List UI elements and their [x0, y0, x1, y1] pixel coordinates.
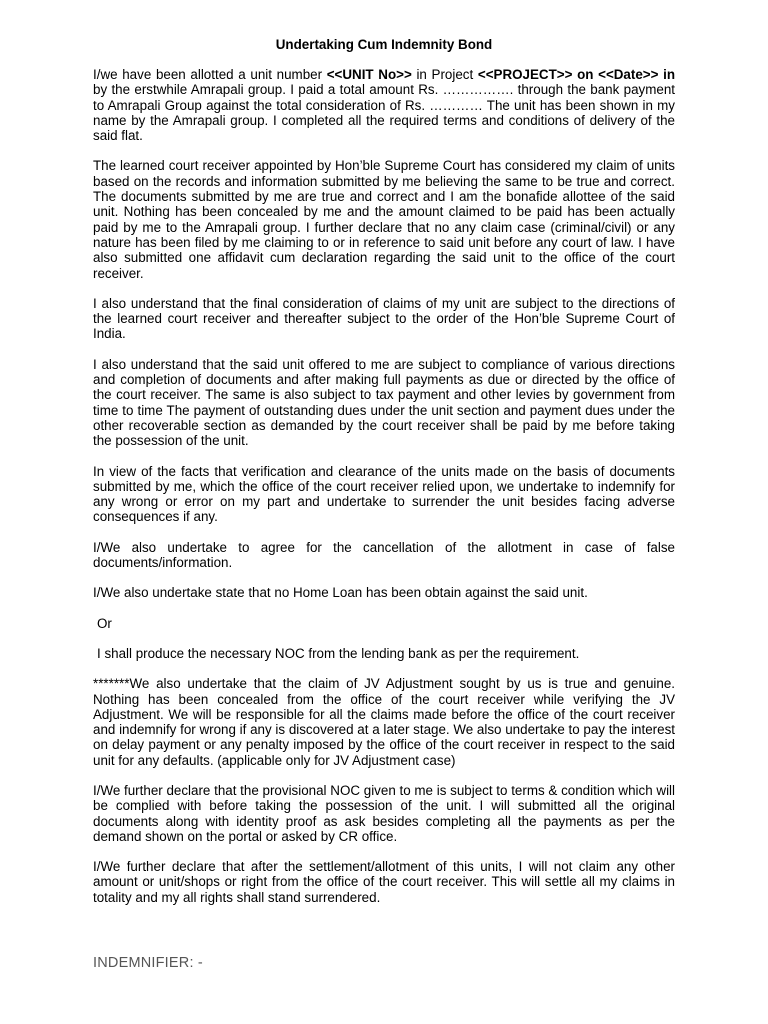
paragraph-or: Or — [97, 615, 112, 631]
paragraph-allotment — [93, 67, 675, 143]
paragraph-final-consideration: I also understand that the final consideration of claims of my unit are subject to the directions of the learned court receiver and thereafter subject to the order of the Hon’ble Supreme Court of India. — [93, 295, 675, 342]
paragraph-noc: I shall produce the necessary NOC from the lending bank as per the requirement. — [97, 645, 580, 661]
paragraph-verification: In view of the facts that verification and clearance of the units made on the basis of documents submitted by me, which the office of the court receiver relied upon, we undertake to indemnify for any wrong or error on my part and undertake to surrender the unit besides facing adverse consequences if any. — [93, 463, 675, 525]
paragraph-home-loan: I/We also undertake state that no Home Loan has been obtain against the said unit. — [93, 585, 588, 601]
paragraph-provisional-noc: I/We further declare that the provisional NOC given to me is subject to terms & condition which will be complied with before taking the possession of the unit. I will submitted all the original documents along with identity proof as ask besides completing all the payments as per the demand shown on the portal or asked by CR office. — [93, 782, 675, 844]
paragraph-cancellation: I/We also undertake to agree for the cancellation of the allotment in case of false documents/information. — [93, 539, 675, 571]
paragraph-jv-adjustment: *******We also undertake that the claim of JV Adjustment sought by us is true and genuine. Nothing has been concealed from the office of the court receiver while verifying the JV Adjustment. We will be responsible for all the claims made before the office of the court receiver and indemnify for wrong if any is discovered at a later stage. We also undertake to pay the interest on delay payment or any penalty imposed by the office of the court receiver in respect to the said unit for any defaults. (applicable only for JV Adjustment case) — [93, 676, 675, 768]
document-title: Undertaking Cum Indemnity Bond — [275, 37, 493, 52]
document-page — [93, 37, 675, 920]
unit-number-placeholder: <<UNIT No>> — [326, 67, 412, 82]
paragraph-compliance: I also understand that the said unit offered to me are subject to compliance of various directions and completion of documents and after making full payments as due or directed by the office of the court receiver. The same is also subject to tax payment and other levies by government from time to time The payment of outstanding dues under the unit section and payment dues under the other recoverable section as demanded by the court receiver shall be paid by me before taking the possession of the unit. — [93, 356, 675, 449]
indemnifier-label: INDEMNIFIER: - — [93, 955, 203, 971]
project-date-placeholder: <<PROJECT>> on <<Date>> in — [477, 67, 675, 82]
paragraph-settlement: I/We further declare that after the settlement/allotment of this units, I will not claim any other amount or unit/shops or right from the office of the court receiver. This will settle all my claims in totality and my all rights shall stand surrendered. — [93, 859, 675, 905]
paragraph-text: I/we have been allotted a unit number — [93, 67, 327, 82]
paragraph-text: by the erstwhile Amrapali group. I paid a total amount Rs. ……………. through the bank payment to Amrapali Group against the total consideration of Rs. ………… The unit has been shown in my name by the Amrapali group. I completed all the required terms and conditions of delivery of the said flat. — [93, 82, 675, 144]
paragraph-text: in Project — [411, 67, 478, 82]
paragraph-court-receiver: The learned court receiver appointed by Hon’ble Supreme Court has considered my claim of units based on the records and information submitted by me believing the same to be true and correct. The documents submitted by me are true and correct and I am the bonafide allottee of the said unit. Nothing has been concealed by me and the amount claimed to be paid has been actually paid by me to the Amrapali group. I further declare that no any claim case (criminal/civil) or any nature has been filed by me claiming to or in reference to said unit before any court of law. I have also submitted one affidavit cum declaration regarding the said unit to the office of the court receiver. — [93, 158, 675, 281]
